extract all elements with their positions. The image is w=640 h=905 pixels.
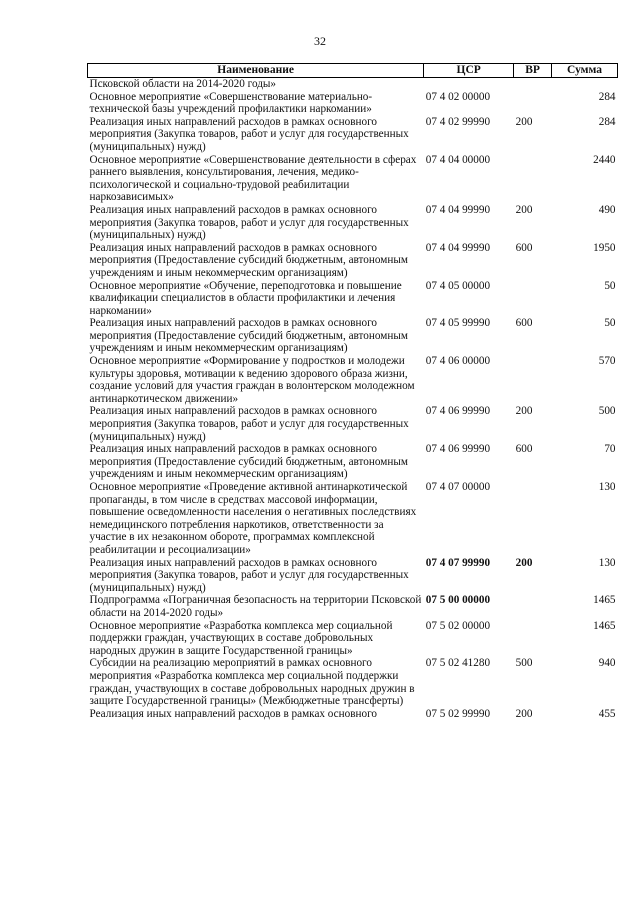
row-csr: 07 4 05 99990 [425, 317, 491, 330]
row-sum: 570 [598, 355, 616, 368]
row-csr: 07 4 04 99990 [425, 203, 491, 216]
table-row [88, 204, 618, 242]
row-sum: 284 [598, 115, 616, 128]
row-csr: 07 5 02 99990 [425, 707, 491, 720]
row-name: Реализация иных направлений расходов в рамках основного мероприятия (Закупка товаров, работ и услуг для государственных (муниципальных) нужд) [89, 203, 409, 242]
row-vr [514, 481, 552, 557]
header-csr: ЦСР [424, 64, 514, 78]
table-header-row [88, 64, 618, 78]
table-row [88, 443, 618, 481]
row-csr: 07 5 00 00000 [425, 594, 491, 607]
row-sum: 455 [598, 707, 616, 720]
row-vr [514, 154, 552, 204]
row-vr: 600 [515, 443, 533, 456]
table-row [88, 242, 618, 280]
row-sum: 70 [604, 443, 616, 456]
row-name: Подпрограмма «Пограничная безопасность на территории Псковской области на 2014-2020 годы» [89, 594, 422, 619]
table-row [88, 481, 618, 557]
row-name: Основное мероприятие «Совершенствование материально-технической базы учреждений профилактики наркомании» [89, 90, 373, 116]
row-vr [514, 355, 552, 405]
table-row [88, 594, 618, 619]
row-sum: 50 [604, 279, 616, 292]
row-csr: 07 5 02 00000 [425, 619, 491, 632]
row-name: Основное мероприятие «Разработка комплекса мер социальной поддержки граждан, участвующих в составе добровольных народных дружин в защите Государственной границы» [89, 619, 393, 657]
row-sum: 2440 [593, 153, 616, 166]
row-vr [514, 620, 552, 658]
row-vr [514, 78, 552, 91]
row-name: Основное мероприятие «Проведение активной антинаркотической пропаганды, в том числе в средствах массовой информации, повышение осведомленности населения о негативных последствиях немедицинского потребления наркотиков, ответственности за участие в их незаконном обороте, программах комплексной реабилитации и ресоциализации» [89, 481, 417, 556]
row-sum: 500 [598, 405, 616, 418]
row-csr: 07 4 07 99990 [425, 556, 491, 569]
row-csr: 07 4 06 99990 [425, 443, 491, 456]
row-csr: 07 4 07 00000 [425, 481, 491, 493]
row-vr: 200 [515, 707, 533, 720]
row-csr: 07 4 04 00000 [425, 153, 491, 166]
row-sum: 940 [598, 657, 616, 670]
header-name: Наименование [88, 64, 424, 78]
table-row [88, 355, 618, 405]
table-row [88, 154, 618, 204]
row-vr [514, 91, 552, 116]
row-sum: 1465 [593, 619, 616, 632]
row-name: Реализация иных направлений расходов в рамках основного мероприятия (Закупка товаров, работ и услуг для государственных (муниципальных) нужд) [89, 115, 409, 153]
row-vr [514, 594, 552, 619]
row-csr: 07 4 02 00000 [425, 90, 491, 103]
page-number: 32 [314, 34, 326, 48]
row-name: Реализация иных направлений расходов в рамках основного мероприятия (Предоставление субсидий бюджетным, автономным учреждениям и иным некоммерческим организациям) [89, 317, 408, 355]
row-csr: 07 4 02 99990 [425, 115, 491, 128]
row-sum: 490 [598, 203, 616, 216]
row-name: Псковской области на 2014-2020 годы» [89, 78, 277, 90]
row-name: Субсидии на реализацию мероприятий в рамках основного мероприятия «Разработка комплекса мер социальной поддержки граждан, участвующих в составе добровольных народных дружин в защите Государственной границы» (Межбюджетные трансферты) [89, 657, 415, 708]
row-vr: 200 [515, 115, 533, 128]
row-csr: 07 4 06 00000 [425, 355, 491, 368]
table-row [88, 116, 618, 154]
table-row [88, 78, 618, 91]
row-name: Реализация иных направлений расходов в рамках основного мероприятия (Закупка товаров, работ и услуг для государственных (муниципальных) нужд) [89, 405, 409, 443]
row-vr: 200 [515, 405, 533, 418]
row-sum [552, 78, 618, 91]
row-sum: 1950 [593, 241, 616, 254]
row-name: Реализация иных направлений расходов в рамках основного мероприятия (Закупка товаров, работ и услуг для государственных (муниципальных) нужд) [89, 556, 409, 594]
row-vr: 500 [515, 657, 533, 670]
table-row [88, 405, 618, 443]
row-vr [514, 280, 552, 318]
row-name: Реализация иных направлений расходов в рамках основного мероприятия (Предоставление субсидий бюджетным, автономным учреждениям и иным некоммерческим организациям) [89, 443, 408, 481]
table-row [88, 280, 618, 318]
row-sum: 130 [598, 481, 616, 493]
row-csr: 07 4 05 00000 [425, 279, 491, 292]
table-row [88, 620, 618, 658]
header-vr: ВР [514, 64, 552, 78]
row-name: Реализация иных направлений расходов в рамках основного [89, 707, 377, 720]
row-sum: 130 [598, 556, 616, 569]
row-name: Реализация иных направлений расходов в рамках основного мероприятия (Предоставление субсидий бюджетным, автономным учреждениям и иным некоммерческим организациям) [89, 241, 408, 279]
row-vr: 200 [515, 203, 533, 216]
table-row [88, 557, 618, 595]
row-sum: 1465 [593, 594, 616, 607]
row-csr: 07 5 02 41280 [425, 657, 491, 670]
table-row [88, 657, 618, 707]
row-name: Основное мероприятие «Формирование у подростков и молодежи культуры здоровья, мотивации к ведению здорового образа жизни, создание условий для участия граждан в волонтерском молодежном антинаркотическом движении» [89, 355, 415, 405]
row-vr: 600 [515, 241, 533, 254]
row-name: Основное мероприятие «Обучение, переподготовка и повышение квалификации специалистов в области профилактики и лечения наркомании» [89, 279, 402, 317]
budget-table [87, 63, 618, 720]
row-vr: 600 [515, 317, 533, 330]
table-row [88, 708, 618, 721]
row-name: Основное мероприятие «Совершенствование деятельности в сферах раннего выявления, консультирования, лечения, медико-психологической и социально-трудовой реабилитации наркозависимых» [89, 153, 417, 204]
row-csr [424, 78, 514, 91]
row-sum: 50 [604, 317, 616, 330]
row-csr: 07 4 06 99990 [425, 405, 491, 418]
table-row [88, 317, 618, 355]
row-csr: 07 4 04 99990 [425, 241, 491, 254]
row-vr: 200 [515, 556, 533, 569]
header-sum: Сумма [552, 64, 618, 78]
row-sum: 284 [598, 90, 616, 103]
table-row [88, 91, 618, 116]
